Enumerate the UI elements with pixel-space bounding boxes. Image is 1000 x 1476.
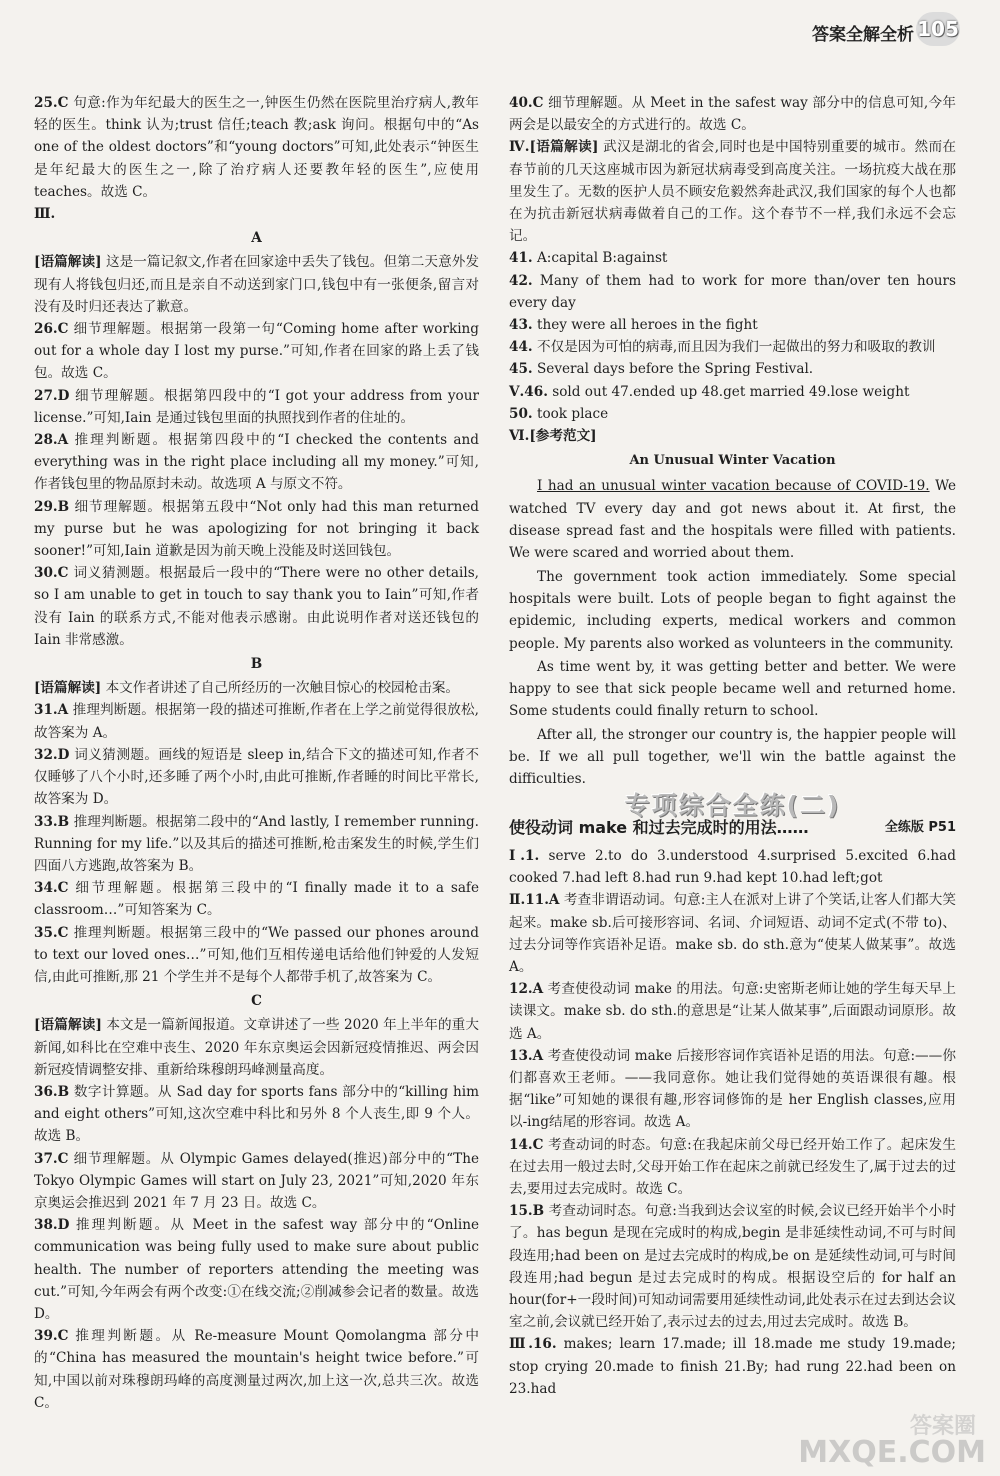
- section-heading: B: [250, 656, 263, 673]
- item-number: 37.C: [34, 1150, 69, 1167]
- item-number: 34.C: [34, 880, 69, 897]
- item-text: 本文作者讲述了自己所经历的一次触目惊心的校园枪击案。: [101, 680, 460, 697]
- item-number: 28.A: [34, 432, 69, 449]
- answer-item: [509, 1134, 956, 1201]
- essay-title: An Unusual Winter Vacation: [629, 453, 836, 469]
- item-text: serve 2.to do 3.understood 4.surprised 5.excited 6.had cooked 7.had left 8.had run 9.had kept 10.had left;got: [509, 848, 956, 887]
- item-number: Ⅰ.1.: [509, 848, 540, 865]
- item-number: 40.C: [509, 95, 544, 111]
- essay-text: As time went by, it was getting better and better. We were happy to see that sick people became well and returned home. Some students could finally return to school.: [509, 658, 956, 720]
- answer-item: [509, 403, 956, 425]
- item-number: 13.A: [509, 1047, 544, 1064]
- item-number: 36.B: [34, 1083, 70, 1100]
- item-number: 43.: [509, 317, 533, 334]
- item-text: 词义猜测题。根据最后一段中的“There were no other details, so I am unable to get in touch to say thank you to Iain”可知,作者没有 Iain 的联系方式,不能对他表示感谢。由此说明作者对送还钱包的 Iain 非常感激。: [34, 565, 479, 648]
- item-tag: [语篇解读]: [34, 680, 102, 697]
- answer-item: [509, 92, 956, 136]
- answer-item: [34, 318, 479, 385]
- subtitle-text: 使役动词 make 和过去完成时的用法……: [509, 817, 809, 837]
- item-text: 推理判断题。从 Meet in the safest way 部分中的“Online communication was being fully used to make sure about public health. The number of reporters attending the meeting was cut.”可知,今年两会有两个改变:①在线交流;②削减参会记者的数量。故选 D。: [34, 1217, 479, 1322]
- item-text: 细节理解题。根据第一段第一句“Coming home after working out for a whole day I lost my purse.”可知,作者在回家的路上丢了钱包。故选 C。: [34, 321, 479, 382]
- answer-item: [34, 1214, 479, 1325]
- answer-item: [509, 1200, 956, 1333]
- item-tag: [语篇解读]: [34, 1017, 102, 1034]
- section-banner: 专项综合全练(二): [624, 790, 841, 820]
- item-text: 细节理解题。从 Olympic Games delayed(推迟)部分中的“The Tokyo Olympic Games will start on July 23, 2021”可知,2020 年东京奥运会推迟到 2021 年 7 月 23 日。故选 C。: [34, 1150, 479, 1211]
- item-number: Ⅲ.16.: [509, 1336, 557, 1353]
- item-text: 词义猜测题。画线的短语是 sleep in,结合下文的描述可知,作者不仅睡够了八个小时,还多睡了两个小时,由此可推断,作者睡的时间比平常长,故答案为 D。: [34, 746, 479, 808]
- page-header: [0, 6, 1000, 46]
- item-number: Ⅴ.46.: [509, 383, 548, 400]
- answer-item: [34, 251, 479, 318]
- essay-paragraph: [509, 566, 956, 655]
- item-number: Ⅳ.: [509, 139, 530, 156]
- answer-item: [509, 336, 956, 358]
- item-text: they were all heroes in the fight: [532, 317, 758, 334]
- essay-first-sentence: I had an unusual winter vacation because of COVID-19.: [537, 478, 930, 495]
- answer-item: [509, 381, 956, 403]
- item-number: Ⅱ.11.A: [509, 892, 560, 909]
- page-number: 105: [916, 12, 960, 46]
- item-text: Many of them had to work for more than/over ten hours every day: [509, 272, 956, 311]
- left-column: [34, 92, 479, 1414]
- section-heading: A: [251, 230, 262, 247]
- answer-item: [509, 425, 956, 447]
- answer-item: [34, 203, 479, 225]
- answer-item: [34, 1148, 479, 1215]
- item-number: 25.C: [34, 95, 69, 111]
- item-text: 细节理解题。根据第三段中的“I finally made it to a safe classroom…”可知答案为 C。: [34, 880, 479, 919]
- item-text: 推理判断题。根据第二段中的“And lastly, I remember running. Running for my life.”以及其后的描述可推断,枪击案发生的时候,学生们四面八方逃跑,故答案为 B。: [34, 813, 479, 874]
- watermark-text: MXQE.COM: [798, 1435, 986, 1470]
- item-tag: [语篇解读]: [34, 254, 102, 271]
- watermark-logo: 答案圈: [909, 1414, 976, 1439]
- item-text: 细节理解题。从 Meet in the safest way 部分中的信息可知,今年两会是以最安全的方式进行的。故选 C。: [509, 95, 956, 134]
- answer-item: [509, 314, 956, 336]
- answer-item: [509, 247, 956, 269]
- header-title: 答案全解全析: [812, 25, 914, 45]
- answer-item: [34, 699, 479, 743]
- item-number: 38.D: [34, 1217, 70, 1234]
- item-number: 35.C: [34, 924, 69, 941]
- section-heading: C: [251, 993, 262, 1010]
- answer-item: [509, 1333, 956, 1400]
- item-text: 这是一篇记叙文,作者在回家途中丢失了钱包。但第二天意外发现有人将钱包归还,而且是亲自不动送到家门口,钱包中有一张便条,留言对没有及时归还表达了歉意。: [34, 254, 479, 315]
- essay-text: The government took action immediately. Some special hospitals were built. Lots of people began to fight against the epidemic, including experts, medical workers and common people. My parents also worked as volunteers in the community.: [509, 568, 956, 652]
- item-number: 29.B: [34, 498, 70, 515]
- answer-item: [509, 889, 956, 978]
- item-text: 考查动词时态。句意:当我到达会议室的时候,会议已经开始半个小时了。has begun 是现在完成时的构成,begin 是非延续性动词,不可与时间段连用;had been on 是过去完成时的构成,be on 是延续性动词,可与时间段连用;had begun 是过去完成时的构成。根据设空后的 for half an hour(for+一段时间)可知动词需要用延续性动词,此处表示在过去到达会议室之前,会议就已经开始了,表示过去的过去,用过去完成时。故选 B。: [509, 1203, 956, 1331]
- answer-item: [34, 1014, 479, 1081]
- essay-paragraph: [509, 724, 956, 791]
- item-text: 数字计算题。从 Sad day for sports fans 部分中的“killing him and eight others”可知,这次空难中科比和另外 8 个人丧生,即 9 个人。故选 B。: [34, 1083, 479, 1145]
- answer-item: [509, 358, 956, 380]
- item-number: 15.B: [509, 1203, 545, 1220]
- answer-item: [34, 677, 479, 699]
- item-text: 推理判断题。根据第一段的描述可推断,作者在上学之前觉得很放松,故答案为 A。: [34, 702, 479, 741]
- item-tag: [参考范文]: [529, 428, 597, 445]
- answer-item: [34, 811, 479, 878]
- answer-item: [34, 1325, 479, 1414]
- item-number: Ⅲ.: [34, 206, 56, 223]
- item-text: 推理判断题。根据第四段中的“I checked the contents and everything was in the right place including all my money.”可知,作者钱包里的物品原封未动。故选项 A 与原文不符。: [34, 432, 479, 493]
- essay-text: We watched TV every day and got news about it. At first, the disease spread fast and the hospitals were filled with patients. We were scared and worried about them.: [509, 478, 956, 562]
- answer-item: [34, 496, 479, 563]
- item-number: 32.D: [34, 746, 70, 763]
- answer-item: [509, 136, 956, 247]
- answer-item: [34, 562, 479, 651]
- essay-paragraph: [509, 656, 956, 723]
- item-number: 30.C: [34, 565, 69, 582]
- item-text: 细节理解题。根据第五段中“Not only had this man returned my purse but he was apologizing for not bringing it back sooner!”可知,Iain 道歉是因为前天晚上没能及时送回钱包。: [34, 498, 479, 560]
- item-number: Ⅵ.: [509, 428, 530, 445]
- answer-item: [509, 845, 956, 889]
- item-number: 31.A: [34, 702, 69, 719]
- item-number: 14.C: [509, 1136, 544, 1153]
- item-text: Several days before the Spring Festival.: [532, 361, 814, 378]
- item-number: 41.: [509, 250, 533, 267]
- answer-item: [509, 1045, 956, 1134]
- item-text: 推理判断题。根据第三段中的“We passed our phones around to text our loved ones…”可知,他们互相传递电话给他们钟爱的人发短信,由此可推断,那 21 个学生并不是每个人都带手机了,故答案为 C。: [34, 924, 479, 985]
- item-text: 考查非谓语动词。句意:主人在派对上讲了个笑话,让客人们都大笑起来。make sb.后可接形容词、名词、介词短语、动词不定式(不带 to)、过去分词等作宾语补足语。make sb. do sth.意为“使某人做某事”。故选 A。: [509, 892, 956, 976]
- reference-page: 全练版 P51: [884, 819, 956, 835]
- answer-item: [34, 429, 479, 496]
- section-subtitle: [509, 817, 956, 839]
- item-text: 本文是一篇新闻报道。文章讲述了一些 2020 年上半年的重大新闻,如科比在空难中丧生、2020 年东京奥运会因新冠疫情推迟、两会因新冠疫情调整安排、重新给珠穆朗玛峰测量高度。: [34, 1017, 479, 1078]
- answer-item: [34, 1081, 479, 1148]
- item-text: A:capital B:against: [532, 250, 668, 267]
- answer-item: [34, 92, 479, 203]
- item-text: sold out 47.ended up 48.get married 49.lose weight: [547, 383, 910, 400]
- item-text: 推理判断题。从 Re-measure Mount Qomolangma 部分中的“China has measured the mountain's height twice before.”可知,中国以前对珠穆朗玛峰的高度测量过两次,加上这一次,总共三次。故选 C。: [34, 1328, 479, 1411]
- item-text: 考查动词的时态。句意:在我起床前父母已经开始工作了。起床发生在过去用一般过去时,父母开始工作在起床之前就已经发生了,属于过去的过去,要用过去完成时。故选 C。: [509, 1136, 956, 1198]
- item-text: took place: [532, 405, 609, 422]
- essay-text: After all, the stronger our country is, the happier people will be. If we all pull together, we'll win the battle against the difficulties.: [509, 726, 956, 788]
- item-text: makes; learn 17.made; ill 18.made me study 19.made; stop crying 20.made to finish 21.By; had rung 22.had been on 23.had: [509, 1336, 956, 1397]
- answer-item: [34, 877, 479, 921]
- item-number: 33.B: [34, 813, 70, 830]
- item-text: 武汉是湖北的省会,同时也是中国特别重要的城市。然而在春节前的几天这座城市因为新冠状病毒受到高度关注。一场抗疫大战在那里发生了。无数的医护人员不顾安危毅然奔赴武汉,我们国家的每个人也都在为抗击新冠状病毒做着自己的工作。这个春节不一样,我们永远不会忘记。: [509, 139, 956, 245]
- item-text: 句意:作为年纪最大的医生之一,钟医生仍然在医院里治疗病人,教年轻的医生。think 认为;trust 信任;teach 教;ask 询问。根据句中的“As one of the oldest doctors”和“young doctors”可知,此处表示“钟医生是年纪最大的医生之一,除了治疗病人还要教年轻的医生”,应使用 teaches。故选 C。: [34, 95, 479, 200]
- answer-item: [509, 270, 956, 314]
- item-number: 12.A: [509, 981, 544, 998]
- answer-item: [34, 922, 479, 989]
- item-text: 细节理解题。根据第四段中的“I got your address from your license.”可知,Iain 是通过钱包里面的执照找到作者的住址的。: [34, 387, 479, 426]
- item-tag: [语篇解读]: [529, 139, 599, 156]
- item-number: 45.: [509, 361, 533, 378]
- item-number: 44.: [509, 339, 533, 356]
- item-text: 考查使役动词 make 的用法。句意:史密斯老师让她的学生每天早上读课文。make sb. do sth.的意思是“让某人做某事”,后面跟动词原形。故选 A。: [509, 981, 956, 1042]
- item-number: 50.: [509, 405, 533, 422]
- item-text: 考查使役动词 make 后接形容词作宾语补足语的用法。句意:——你们都喜欢王老师。——我同意你。她让我们觉得她的英语课很有趣。根据“like”可知她的课很有趣,形容词修饰的是 her English classes,应用以-ing结尾的形容词。故选 A。: [509, 1047, 956, 1131]
- essay-paragraph: [509, 475, 956, 564]
- answer-item: [34, 385, 479, 429]
- answer-item: [34, 744, 479, 811]
- answer-item: [509, 978, 956, 1045]
- right-column: [509, 92, 956, 1400]
- item-number: 42.: [509, 272, 533, 289]
- item-number: 27.D: [34, 387, 70, 404]
- item-text: 不仅是因为可怕的病毒,而且因为我们一起做出的努力和吸取的教训: [532, 339, 936, 356]
- item-number: 26.C: [34, 321, 69, 338]
- item-number: 39.C: [34, 1328, 69, 1345]
